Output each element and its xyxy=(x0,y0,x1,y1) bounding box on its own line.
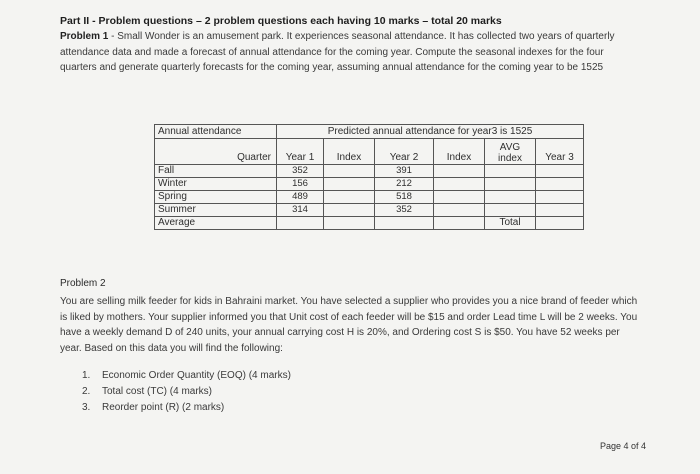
annual-attendance-header: Annual attendance xyxy=(155,125,277,139)
avg-index-cell xyxy=(485,178,536,191)
average-label: Average xyxy=(155,217,277,230)
year1-cell: 314 xyxy=(277,204,324,217)
list-number: 2. xyxy=(82,386,91,397)
avg-index-cell xyxy=(485,204,536,217)
average-row xyxy=(155,217,584,230)
page-number: Page 4 of 4 xyxy=(600,441,647,451)
index1-cell xyxy=(324,178,375,191)
list-number: 3. xyxy=(82,402,91,413)
index1-column-header: Index xyxy=(324,139,375,165)
table-row xyxy=(155,165,584,178)
attendance-table xyxy=(154,124,584,230)
quarter-cell: Summer xyxy=(155,204,277,217)
index1-cell xyxy=(324,191,375,204)
predicted-attendance-header: Predicted annual attendance for year3 is 1525 xyxy=(277,125,584,139)
index1-cell xyxy=(324,165,375,178)
list-number: 1. xyxy=(82,370,91,381)
year2-column-header: Year 2 xyxy=(375,139,434,165)
table-row xyxy=(155,178,584,191)
quarter-cell: Fall xyxy=(155,165,277,178)
problem1-text: - Small Wonder is an amusement park. It experiences seasonal attendance. It has collected two years of quarterly attendance data and made a forecast of annual attendance for the coming year. Compute the seasonal indexes for the four quarters and generate quarterly forecasts for the coming year, assuming annual attendance for the coming year to be 1525 xyxy=(60,31,615,74)
list-item xyxy=(82,368,291,384)
problem1-paragraph xyxy=(60,29,640,76)
index2-cell xyxy=(434,191,485,204)
index1-cell xyxy=(324,204,375,217)
year2-cell: 212 xyxy=(375,178,434,191)
list-text: Reorder point (R) (2 marks) xyxy=(102,402,225,413)
year1-cell: 352 xyxy=(277,165,324,178)
problem2-paragraph: You are selling milk feeder for kids in Bahraini market. You have selected a supplier who provides you a nice brand of feeder which is liked by mothers. Your supplier informed you that Unit cost of each feeder will be $15 and order Lead time L will be 2 weeks. You have a weekly demand D of 240 units, your annual carrying cost H is 20%, and Ordering cost S is $50. You have 52 weeks per year. Based on this data you will find the following: xyxy=(60,296,638,354)
year1-column-header: Year 1 xyxy=(277,139,324,165)
table-row xyxy=(155,191,584,204)
avg-label: AVG xyxy=(499,142,521,153)
year1-cell: 156 xyxy=(277,178,324,191)
list-text: Total cost (TC) (4 marks) xyxy=(102,386,213,397)
avg-index-column-header xyxy=(485,139,536,165)
year3-column-header: Year 3 xyxy=(536,139,584,165)
year3-cell xyxy=(536,191,584,204)
index2-cell xyxy=(434,178,485,191)
year1-cell: 489 xyxy=(277,191,324,204)
avg-index-cell xyxy=(485,191,536,204)
problem1-label: Problem 1 xyxy=(60,31,109,42)
index2-cell xyxy=(434,165,485,178)
average-index1-cell xyxy=(324,217,375,230)
index2-cell xyxy=(434,204,485,217)
problem2-title: Problem 2 xyxy=(60,278,106,289)
avg-index-cell xyxy=(485,165,536,178)
table-row xyxy=(155,204,584,217)
average-year2-cell xyxy=(375,217,434,230)
total-year3-cell xyxy=(536,217,584,230)
total-label: Total xyxy=(485,217,536,230)
average-year1-cell xyxy=(277,217,324,230)
part-heading: Part II - Problem questions – 2 problem questions each having 10 marks – total 20 marks xyxy=(60,15,502,27)
index2-column-header: Index xyxy=(434,139,485,165)
average-index2-cell xyxy=(434,217,485,230)
year3-cell xyxy=(536,165,584,178)
index-label: index xyxy=(498,153,522,164)
problem2-list xyxy=(82,368,291,416)
year2-cell: 518 xyxy=(375,191,434,204)
quarter-column-header: Quarter xyxy=(155,139,277,165)
year2-cell: 352 xyxy=(375,204,434,217)
quarter-cell: Spring xyxy=(155,191,277,204)
list-item xyxy=(82,384,291,400)
year3-cell xyxy=(536,204,584,217)
year3-cell xyxy=(536,178,584,191)
year2-cell: 391 xyxy=(375,165,434,178)
list-text: Economic Order Quantity (EOQ) (4 marks) xyxy=(102,370,291,381)
list-item xyxy=(82,400,291,416)
quarter-cell: Winter xyxy=(155,178,277,191)
